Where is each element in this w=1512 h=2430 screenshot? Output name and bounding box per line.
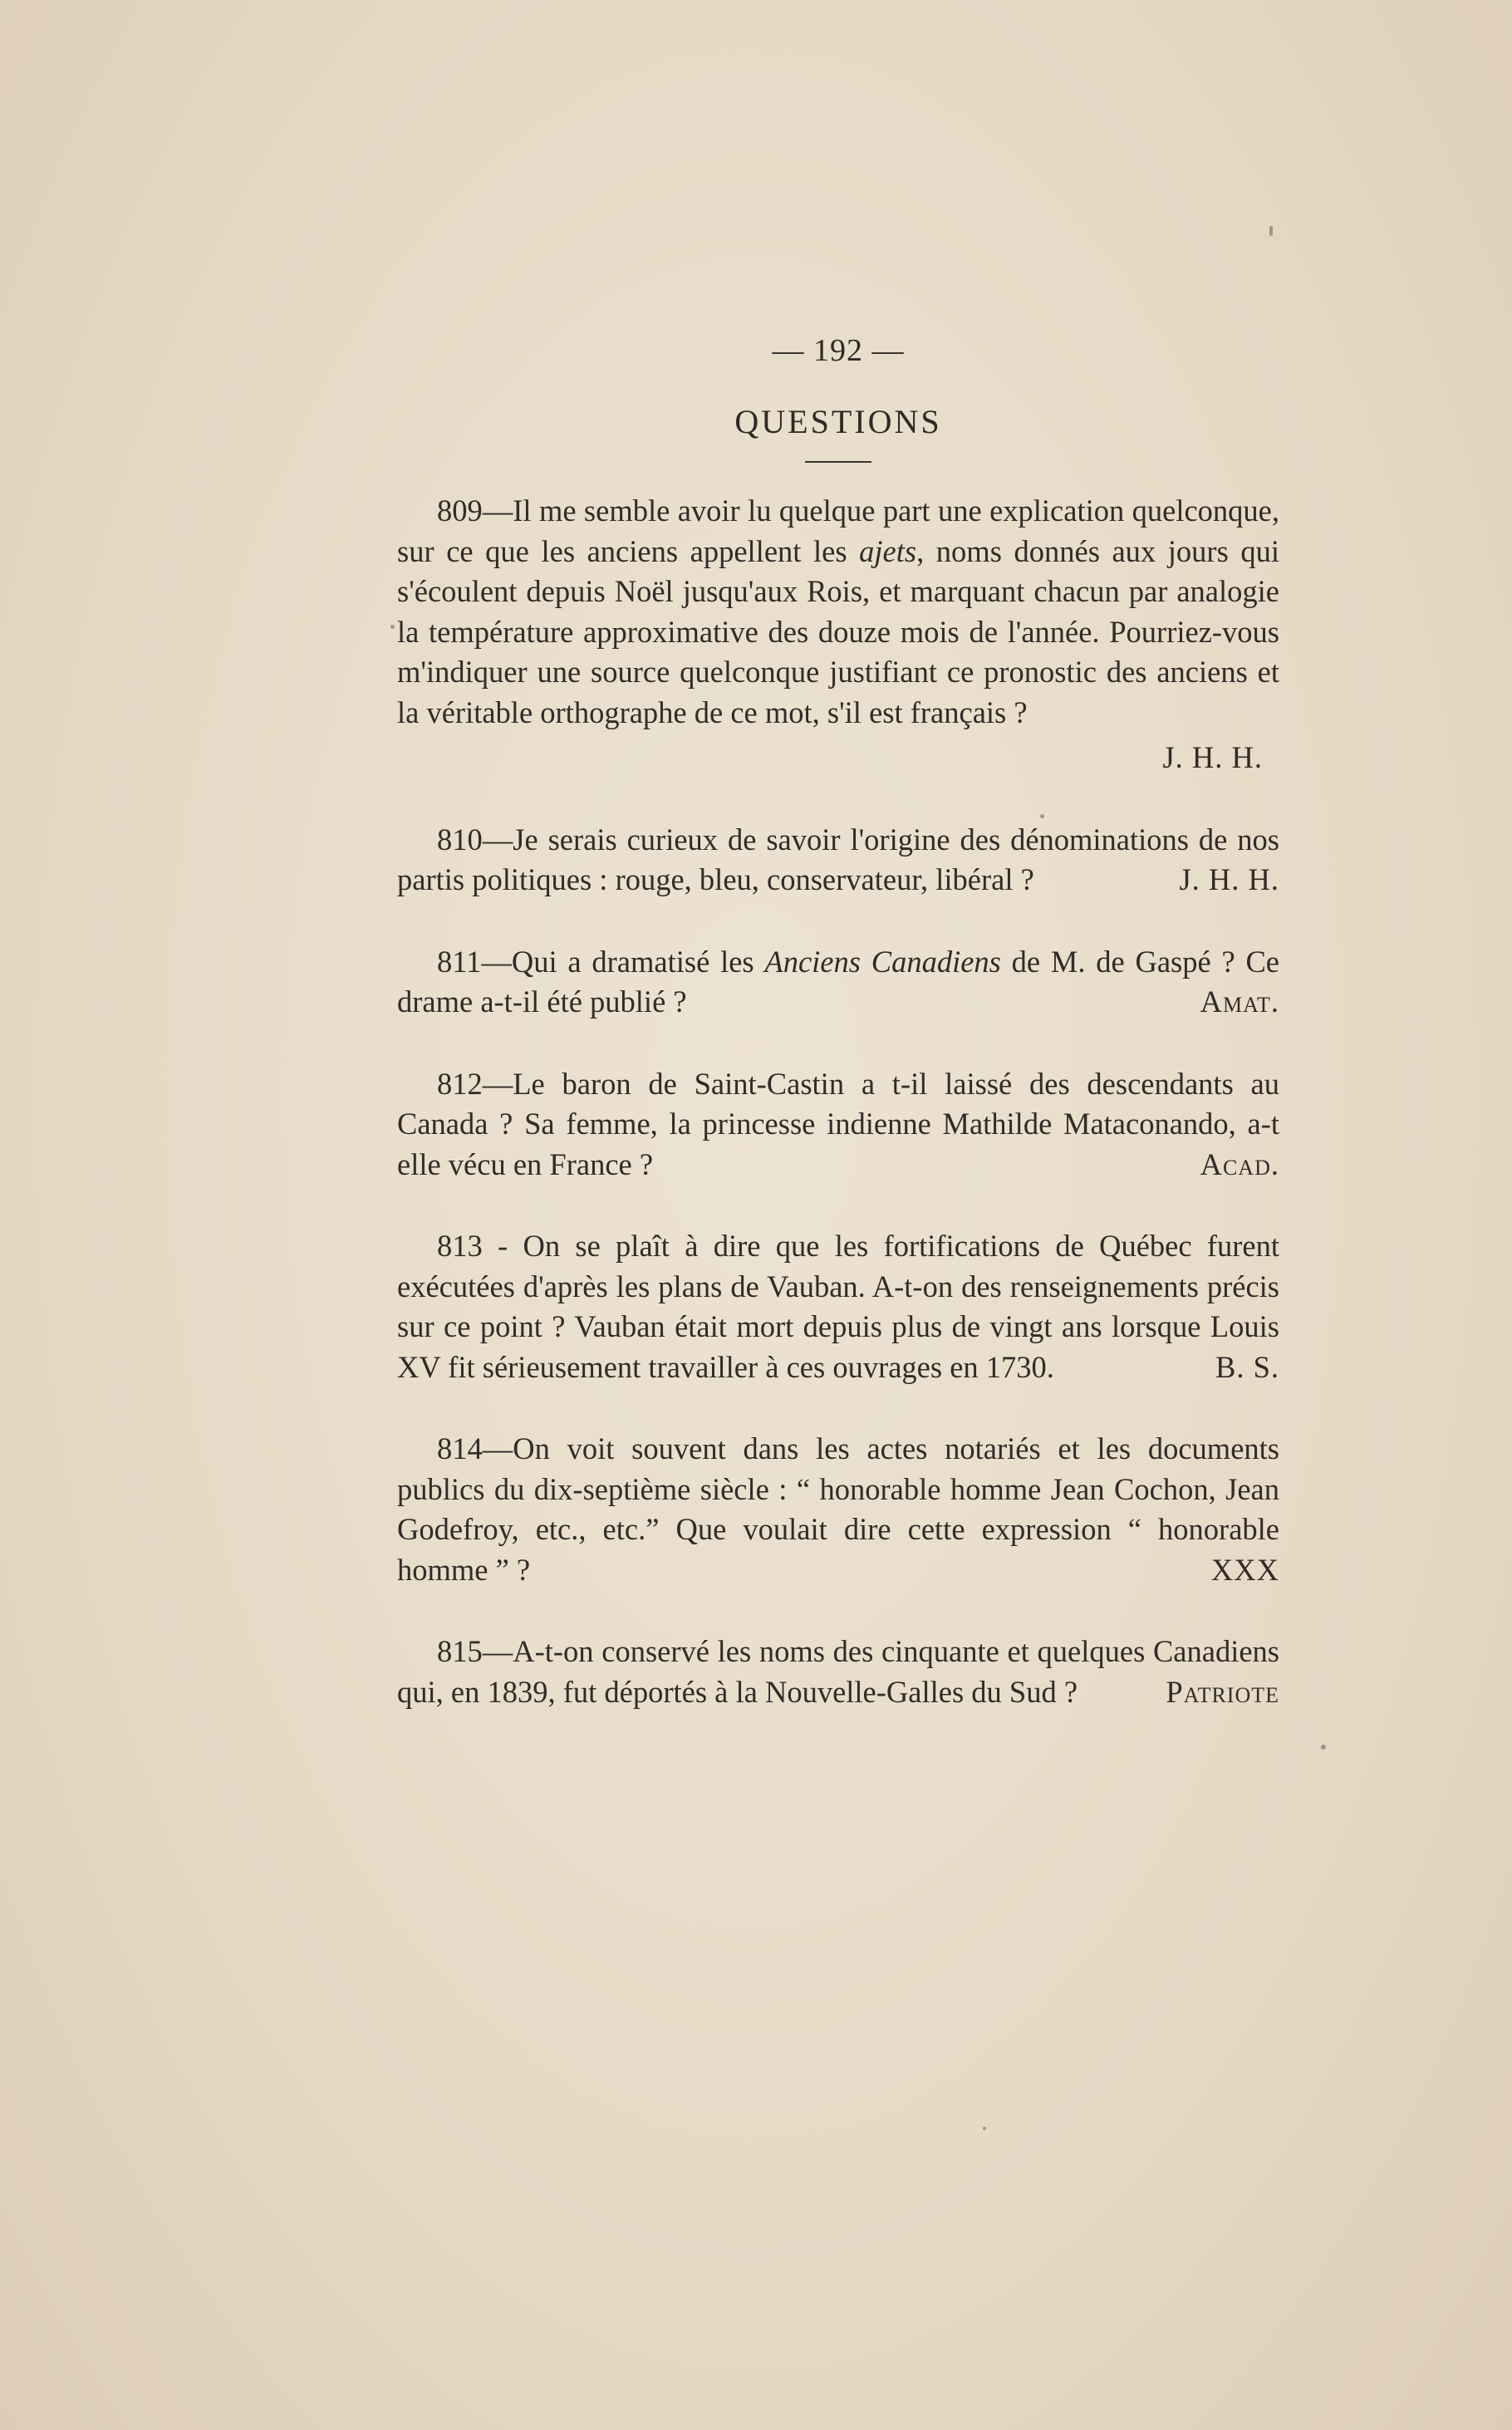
question-text-part: 809—Il me semble avoir lu quelque part une explication quelconque, sur ce que les anciens appellent les — [397, 493, 1279, 568]
heading-rule — [805, 461, 871, 463]
text-column — [397, 332, 1279, 1754]
question-text — [397, 942, 1279, 1023]
question-text-part: de M. de Gaspé ? Ce drame a-t-il été publié ? — [397, 944, 1279, 1019]
question-entry-809 — [397, 491, 1279, 778]
question-signature: J. H. H. — [1179, 862, 1279, 896]
paper-speck — [1321, 1745, 1326, 1750]
page-number: — 192 — — [772, 333, 905, 368]
question-text-part: , noms donnés aux jours qui s'écoulent depuis Noël jusqu'aux Rois, et marquant chacun par analogie la température approximative des douze mois de l'année. Pourriez-vous m'indiquer une source quelconque justifiant ce pronostic des anciens et la véritable orthographe de ce mot, s'il est français ? — [397, 533, 1280, 729]
question-text — [397, 1632, 1279, 1712]
question-signature: Amat. — [1200, 984, 1279, 1019]
question-text — [397, 1064, 1279, 1186]
question-entry-813 — [397, 1226, 1279, 1387]
question-text — [397, 1429, 1279, 1590]
question-signature: Patriote — [1166, 1674, 1279, 1709]
question-text — [397, 820, 1279, 901]
question-signature: J. H. H. — [1162, 740, 1263, 774]
question-signature: XXX — [1210, 1552, 1279, 1587]
question-text — [397, 1226, 1279, 1387]
question-signature: B. S. — [1215, 1349, 1279, 1384]
question-entry-810 — [397, 820, 1279, 901]
question-signature: Acad. — [1200, 1146, 1279, 1181]
question-entry-814 — [397, 1429, 1279, 1590]
question-entry-811 — [397, 942, 1279, 1023]
question-text-part: 814—On voit souvent dans les actes notariés et les documents publics du dix-septième siècle : “ honorable homme Jean Cochon, Jean Godefroy, etc., etc.” Que voulait dire cette expression “ honorable homme ” ? — [397, 1431, 1279, 1587]
paper-speck — [983, 2127, 986, 2130]
paper-speck — [390, 625, 395, 629]
question-entry-815 — [397, 1632, 1279, 1712]
question-text — [397, 491, 1279, 733]
question-entry-812 — [397, 1064, 1279, 1186]
question-text-part: 813 - On se plaît à dire que les fortifications de Québec furent exécutées d'après les plans de Vauban. A-t-on des renseignements précis sur ce point ? Vauban était mort depuis plus de vingt ans lorsque Louis XV fit sérieusement travailler à ces ouvrages en 1730. — [397, 1229, 1279, 1384]
question-italic-term: Anciens Canadiens — [764, 944, 1001, 979]
question-text-part: 811—Qui a dramatisé les — [437, 944, 765, 979]
paper-speck — [1269, 226, 1273, 236]
section-heading: QUESTIONS — [734, 403, 942, 440]
question-text-part: 812—Le baron de Saint-Castin a t-il laissé des descendants au Canada ? Sa femme, la princesse indienne Mathilde Mataconando, a-t elle vécu en France ? — [397, 1066, 1279, 1181]
question-text-part: 810—Je serais curieux de savoir l'origine des dénominations de nos partis politiques : rouge, bleu, conservateur, libéral ? — [397, 822, 1279, 896]
question-italic-term: ajets — [859, 533, 917, 568]
question-text-part: 815—A-t-on conservé les noms des cinquante et quelques Canadiens qui, en 1839, fut déportés à la Nouvelle-Galles du Sud ? — [397, 1634, 1279, 1709]
